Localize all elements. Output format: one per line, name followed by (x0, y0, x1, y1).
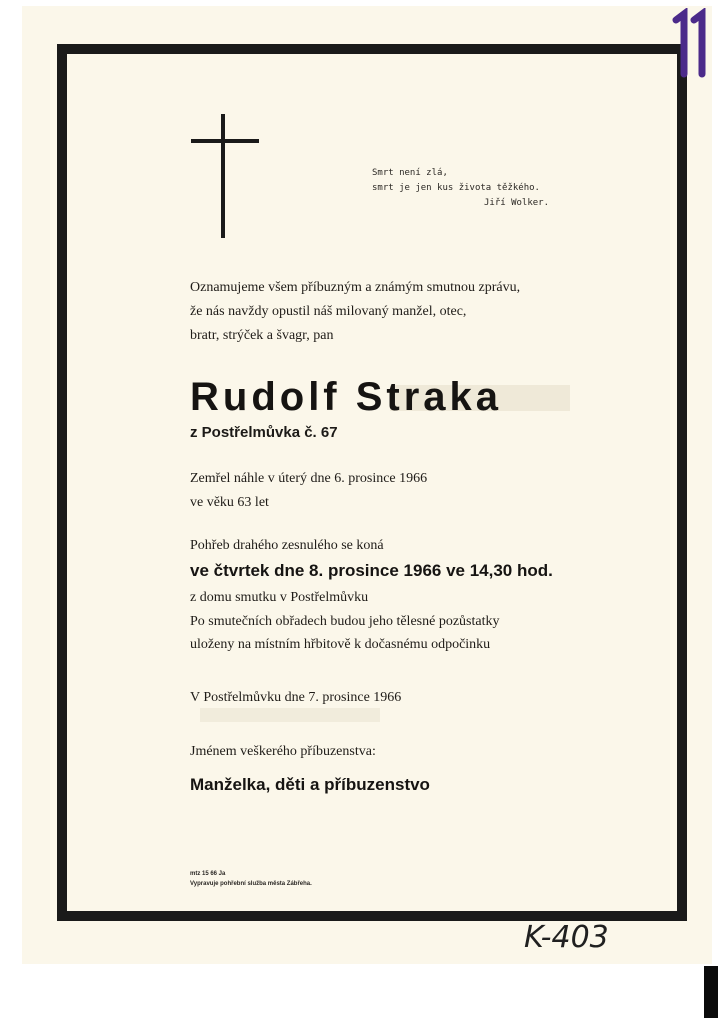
funeral-intro: Pohřeb drahého zesnulého se koná (190, 538, 384, 553)
printer-note (190, 869, 312, 889)
death-line: ve věku 63 let (190, 495, 269, 510)
printer-line: Vypravuje pohřební služba města Zábřeha. (190, 881, 312, 887)
cross-icon-bar (191, 139, 259, 143)
announcement-line: Oznamujeme všem příbuzným a známým smutnou zprávu, (190, 280, 521, 295)
funeral-date: ve čtvrtek dne 8. prosince 1966 ve 14,30 hod. (190, 561, 553, 580)
scan-edge-mark (704, 966, 718, 1018)
on-behalf: Jménem veškerého příbuzenstva: (190, 744, 376, 759)
place-date: V Postřelmůvku dne 7. prosince 1966 (190, 690, 402, 705)
signature: Manželka, děti a příbuzenstvo (190, 775, 430, 794)
handwritten-number-icon (672, 8, 712, 78)
printer-line: mtz 15 66 Ja (190, 871, 226, 877)
deceased-origin: z Postřelmůvka č. 67 (190, 424, 338, 441)
announcement-line: bratr, strýček a švagr, pan (190, 328, 334, 343)
scan-margin (712, 0, 724, 1024)
death-line: Zemřel náhle v úterý dne 6. prosince 1966 (190, 471, 428, 486)
funeral-line: Po smutečních obřadech budou jeho tělesné pozůstatky (190, 614, 500, 629)
announcement-line: že nás navždy opustil náš milovaný manžel, otec, (190, 304, 467, 319)
archive-code: K-403 (524, 920, 609, 955)
deceased-name: Rudolf Straka (190, 375, 503, 419)
epigraph-line: Smrt není zlá, (372, 168, 448, 178)
epigraph (372, 166, 582, 211)
epigraph-line: smrt je jen kus života těžkého. (372, 183, 540, 193)
funeral-line: uloženy na místním hřbitově k dočasnému odpočinku (190, 637, 491, 652)
funeral-place: z domu smutku v Postřelmůvku (190, 590, 369, 605)
cross-icon (221, 114, 225, 238)
epigraph-author: Jiří Wolker. (484, 198, 550, 208)
